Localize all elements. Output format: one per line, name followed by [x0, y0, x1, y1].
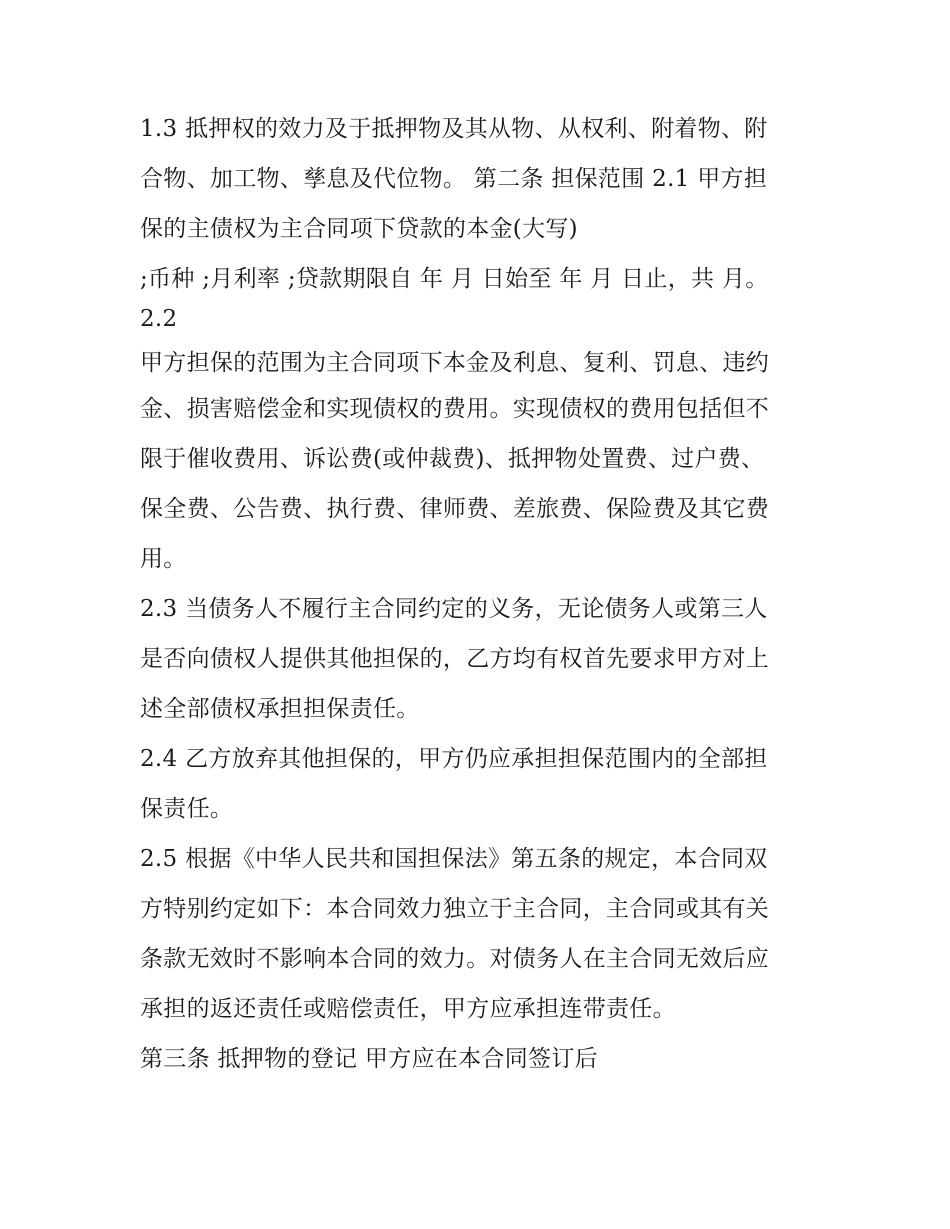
text-line: 保全费、公告费、执行费、律师费、差旅费、保险费及其它费 [140, 496, 770, 522]
text-line: 限于催收费用、诉讼费(或仲裁费)、抵押物处置费、过户费、 [140, 446, 765, 472]
text-line: 是否向债权人提供其他担保的，乙方均有权首先要求甲方对上 [140, 646, 770, 672]
text-line: 方特别约定如下：本合同效力独立于主合同，主合同或其有关 [140, 896, 770, 922]
text-line: 述全部债权承担担保责任。 [140, 696, 420, 722]
text-line: 合物、加工物、孳息及代位物。 第二条 担保范围 2.1 甲方担 [140, 166, 768, 192]
text-line: ;币种 ;月利率 ;贷款期限自 年 月 日始至 年 月 日止，共 月。 [140, 266, 769, 292]
text-line: 保责任。 [140, 796, 234, 822]
text-line: 1.3 抵押权的效力及于抵押物及其从物、从权利、附着物、附 [140, 116, 768, 142]
text-line: 用。 [140, 546, 187, 572]
document-body [140, 104, 820, 1084]
text-line: 承担的返还责任或赔偿责任，甲方应承担连带责任。 [140, 996, 676, 1022]
text-line: 2.3 当债务人不履行主合同约定的义务，无论债务人或第三人 [140, 596, 768, 622]
text-line: 保的主债权为主合同项下贷款的本金(大写) [140, 216, 578, 242]
text-line: 金、损害赔偿金和实现债权的费用。实现债权的费用包括但不 [140, 396, 770, 422]
section-number: 2.2 [140, 306, 178, 332]
text-line: 甲方担保的范围为主合同项下本金及利息、复利、罚息、违约 [140, 350, 770, 376]
text-line: 2.5 根据《中华人民共和国担保法》第五条的规定，本合同双 [140, 846, 768, 872]
text-line: 条款无效时不影响本合同的效力。对债务人在主合同无效后应 [140, 946, 770, 972]
text-line: 第三条 抵押物的登记 甲方应在本合同签订后 [140, 1046, 598, 1072]
text-line: 2.4 乙方放弃其他担保的，甲方仍应承担担保范围内的全部担 [140, 746, 768, 772]
